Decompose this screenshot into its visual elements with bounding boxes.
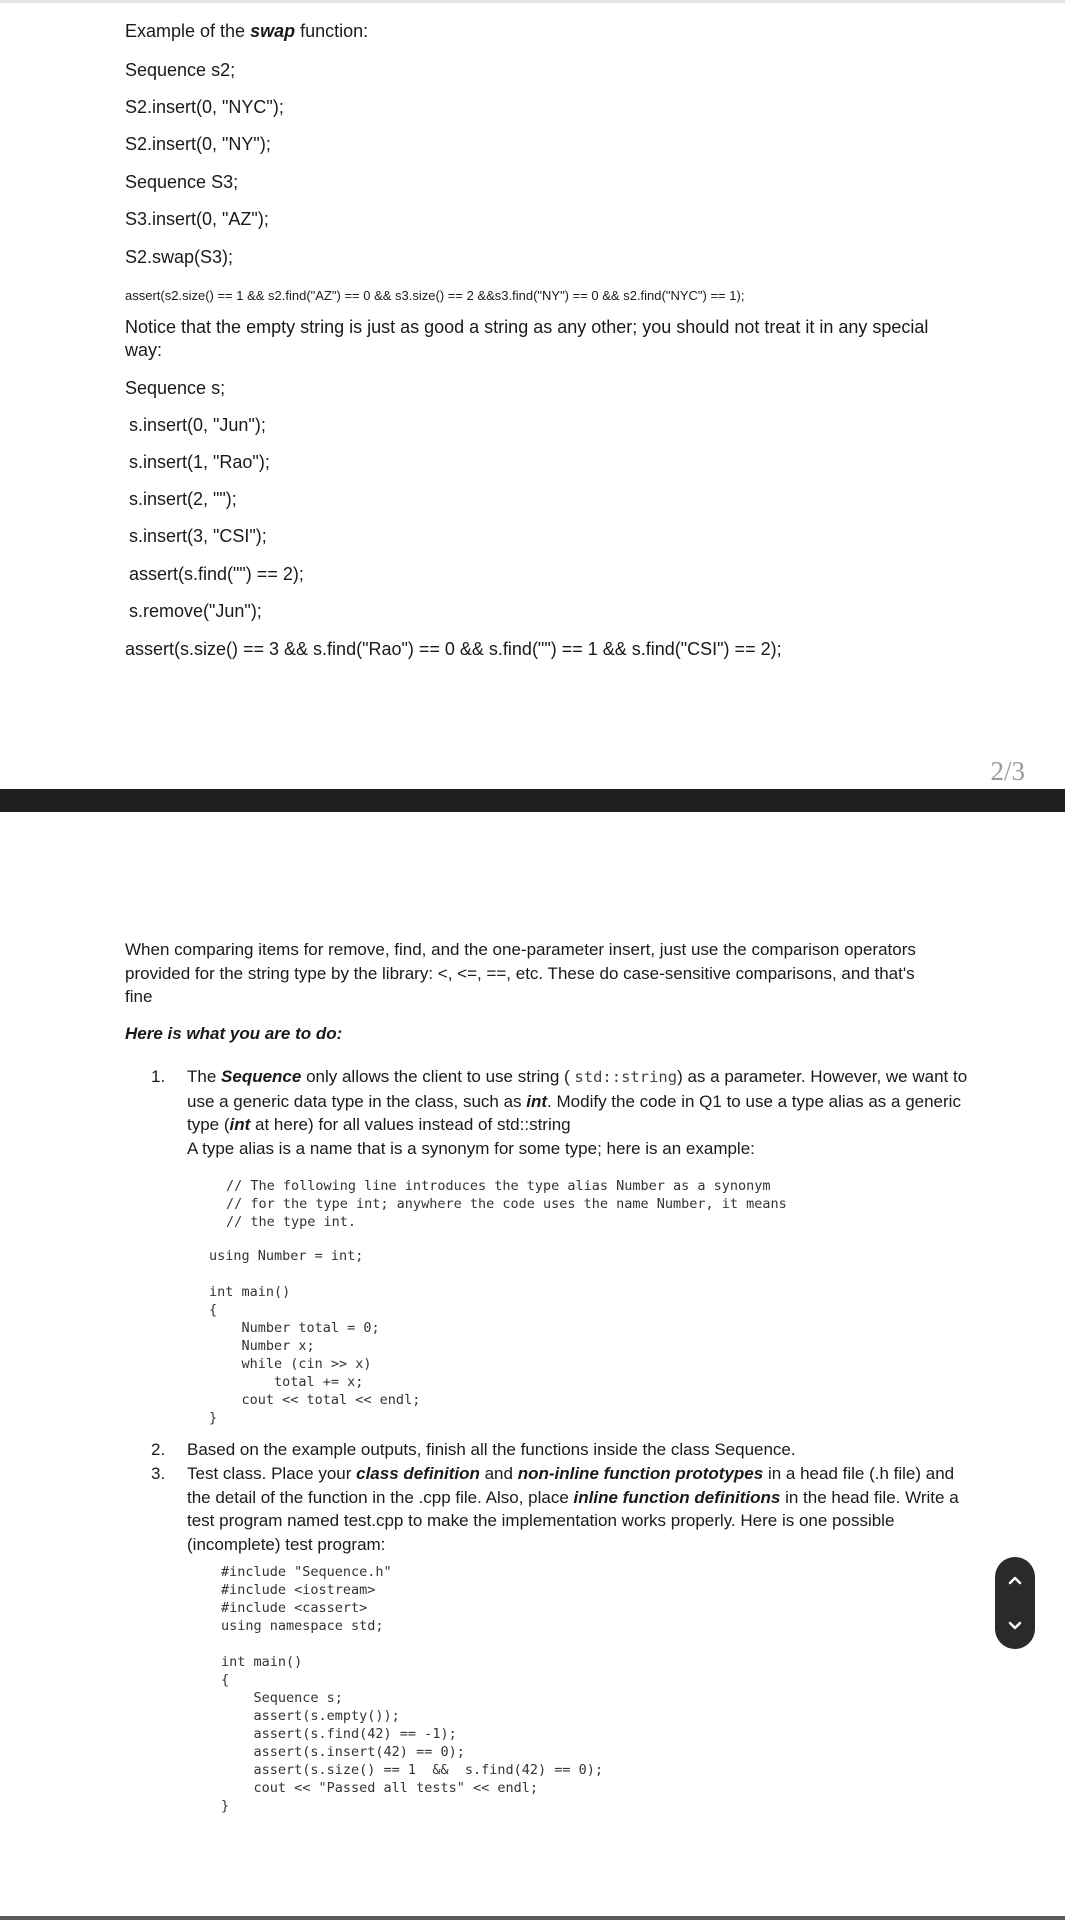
page-separator [0, 789, 1065, 812]
page-navigation [995, 1557, 1035, 1649]
type-alias-comment: // The following line introduces the type alias Number as a synonym // for the type int; anywhere the code uses the name Number, it means // the type int. [226, 1178, 787, 1230]
code-line: Sequence s; [125, 378, 226, 398]
bottom-divider [0, 1916, 1065, 1920]
test-program-main: int main() { Sequence s; assert(s.empty()); assert(s.find(42) == -1); assert(s.insert(42) == 0); assert(s.size() == 1 && s.find(42) == 0); cout << "Passed all tests" << endl; } [221, 1654, 604, 1814]
code-line: Sequence S3; [125, 172, 239, 192]
code-line: assert(s.find("") == 2); [129, 564, 304, 584]
type-alias-declaration: using Number = int; [209, 1248, 364, 1264]
code-line: S2.swap(S3); [125, 247, 234, 267]
comparing-paragraph: When comparing items for remove, find, and the one-parameter insert, just use the comparison operators provided for the string type by the library: <, <=, ==, etc. These do case-sensitive comparisons, and that's fine [125, 940, 916, 1006]
code-line: s.insert(3, "CSI"); [129, 526, 267, 546]
section-heading: Here is what you are to do: [125, 1024, 343, 1043]
list-number: 1. [151, 1067, 166, 1086]
list-item-1 [151, 1065, 981, 1165]
code-line: S3.insert(0, "AZ"); [125, 209, 269, 229]
code-line: s.insert(0, "Jun"); [129, 415, 266, 435]
code-line: S2.insert(0, "NY"); [125, 134, 271, 154]
chevron-down-icon [1007, 1620, 1023, 1632]
list-item-3 [151, 1462, 981, 1558]
test-program-includes: #include "Sequence.h" #include <iostream> #include <cassert> using namespace std; [221, 1564, 392, 1634]
code-line: s.insert(1, "Rao"); [129, 452, 270, 472]
chevron-up-icon [1007, 1574, 1023, 1586]
list-item-text: The Sequence only allows the client to use string ( std::string) as a parameter. However, we want to use a generic data type in the class, such as int. Modify the code in Q1 to use a type alias as a generic type (int at here) for all values instead of std::string A type alias is a name that is a synonym for some type; here is an example: [187, 1067, 968, 1158]
list-number: 3. [151, 1464, 166, 1483]
list-item-2 [151, 1438, 981, 1462]
swap-example-intro: Example of the swap function: [125, 21, 369, 41]
top-divider [0, 0, 1065, 3]
swap-assert: assert(s2.size() == 1 && s2.find("AZ") == 0 && s3.size() == 2 &&s3.find("NY") == 0 && s2.find("NYC") == 1); [125, 288, 745, 303]
final-assert: assert(s.size() == 3 && s.find("Rao") == 0 && s.find("") == 1 && s.find("CSI") == 2); [125, 639, 782, 659]
notice-paragraph: Notice that the empty string is just as good a string as any other; you should not treat it in any special way: [125, 317, 929, 360]
page-number: 2/3 [990, 756, 1025, 786]
code-line: s.insert(2, ""); [129, 489, 237, 509]
code-line: s.remove("Jun"); [129, 601, 262, 621]
type-alias-main-example: int main() { Number total = 0; Number x; while (cin >> x) total += x; cout << total << endl; } [209, 1284, 421, 1426]
previous-page-button[interactable] [995, 1557, 1035, 1603]
next-page-button[interactable] [995, 1603, 1035, 1649]
code-line: Sequence s2; [125, 60, 236, 80]
list-item-text: Test class. Place your class definition and non-inline function prototypes in a head file (.h file) and the detail of the function in the .cpp file. Also, place inline function definitions in the head file. Write a test program named test.cpp to make the implementation works properly. Here is one possible (incomplete) test program: [187, 1464, 959, 1554]
list-item-text: Based on the example outputs, finish all the functions inside the class Sequence. [187, 1440, 796, 1459]
code-line: S2.insert(0, "NYC"); [125, 97, 284, 117]
list-number: 2. [151, 1440, 166, 1459]
